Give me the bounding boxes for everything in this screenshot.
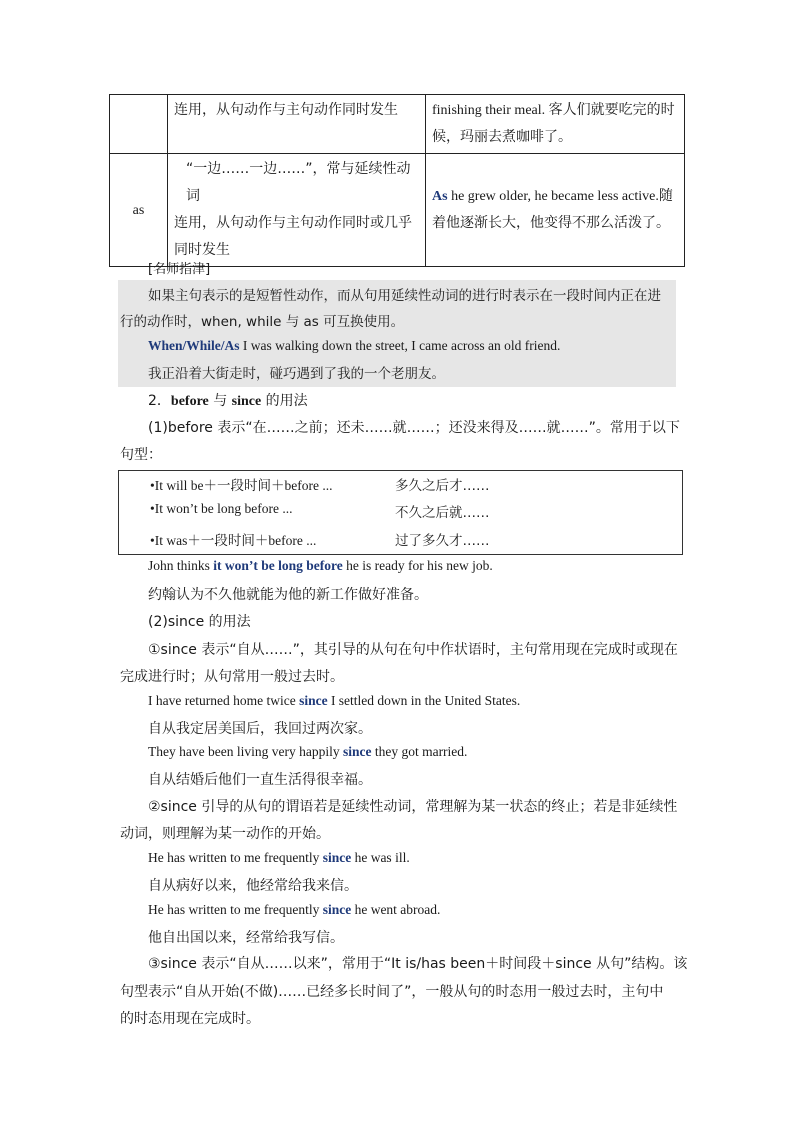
table-row bbox=[110, 154, 685, 267]
table-row bbox=[110, 95, 685, 154]
section-heading: 2．before 与 since 的用法 bbox=[148, 393, 308, 409]
table-cell-word bbox=[110, 95, 168, 154]
paragraph: 动词，则理解为某一动作的开始。 bbox=[120, 826, 330, 842]
table-cell-usage: “一边……一边……”，常与延续性动词 连用，从句动作与主句动作同时或几乎 同时发生 bbox=[168, 154, 426, 267]
keyword: When/While/As bbox=[148, 338, 240, 353]
subsection-title: (2)since 的用法 bbox=[148, 614, 251, 630]
keyword: since bbox=[342, 744, 372, 759]
example-sentence: He has written to me frequently since he was ill. bbox=[148, 850, 410, 865]
example-sentence: He has written to me frequently since he went abroad. bbox=[148, 902, 441, 917]
table-cell-example: finishing their meal. 客人们就要吃完的时 候，玛丽去煮咖啡了。 bbox=[426, 95, 685, 154]
pattern-en: •It will be＋一段时间＋before ... bbox=[150, 478, 333, 493]
example-translation: 他自出国以来，经常给我写信。 bbox=[148, 930, 344, 946]
pattern-en: •It was＋一段时间＋before ... bbox=[150, 533, 317, 548]
pattern-cn: 多久之后才…… bbox=[395, 478, 490, 494]
tip-example: When/While/As I was walking down the street, I came across an old friend. bbox=[148, 338, 561, 353]
tip-line-2: 行的动作时，when, while 与 as 可互换使用。 bbox=[120, 314, 405, 330]
example-translation: 自从结婚后他们一直生活得很幸福。 bbox=[148, 772, 372, 788]
keyword: since bbox=[299, 693, 328, 708]
keyword: since bbox=[322, 850, 352, 865]
keyword: since bbox=[322, 902, 352, 917]
pattern-cn: 不久之后就…… bbox=[395, 505, 490, 521]
tip-example-cn: 我正沿着大街走时，碰巧遇到了我的一个老朋友。 bbox=[148, 366, 445, 382]
paragraph: 句型： bbox=[120, 447, 162, 463]
usage-table bbox=[109, 94, 685, 267]
table-cell-example: As he grew older, he became less active.随 着他逐渐长大，他变得不那么活泼了。 bbox=[426, 154, 685, 267]
example-sentence: They have been living very happily since they got married. bbox=[148, 744, 468, 759]
paragraph: 句型表示“自从开始(不做)……已经多长时间了”，一般从句的时态用一般过去时，主句中 bbox=[120, 984, 664, 1000]
keyword: As bbox=[432, 189, 448, 204]
paragraph: ③since 表示“自从……以来”，常用于“It is/has been＋时间段＋since 从句”结构。该 bbox=[148, 956, 688, 972]
paragraph: ①since 表示“自从……”，其引导的从句在句中作状语时，主句常用现在完成时或现在 bbox=[148, 642, 678, 658]
example-translation: 自从我定居美国后，我回过两次家。 bbox=[148, 721, 372, 737]
pattern-en: •It won’t be long before ... bbox=[150, 501, 293, 516]
example-sentence: I have returned home twice since I settled down in the United States. bbox=[148, 693, 521, 708]
example-translation: 约翰认为不久他就能为他的新工作做好准备。 bbox=[148, 587, 428, 603]
example-translation: 自从病好以来，他经常给我来信。 bbox=[148, 878, 358, 894]
tip-label: [名师指津] bbox=[148, 262, 211, 277]
keyword: it won’t be long before bbox=[213, 558, 343, 573]
table-cell-usage: 连用，从句动作与主句动作同时发生 bbox=[168, 95, 426, 154]
paragraph: 完成进行时；从句常用一般过去时。 bbox=[120, 669, 344, 685]
example-sentence: John thinks it won’t be long before he is ready for his new job. bbox=[148, 558, 493, 573]
tip-line-1: 如果主句表示的是短暂性动作，而从句用延续性动词的进行时表示在一段时间内正在进 bbox=[148, 288, 661, 304]
paragraph: 的时态用现在完成时。 bbox=[120, 1011, 260, 1027]
table-cell-word: as bbox=[110, 154, 168, 267]
pattern-cn: 过了多久才…… bbox=[395, 533, 490, 549]
paragraph: (1)before 表示“在……之前；还未……就……；还没来得及……就……”。常用于以下 bbox=[148, 420, 680, 436]
paragraph: ②since 引导的从句的谓语若是延续性动词，常理解为某一状态的终止；若是非延续性 bbox=[148, 799, 678, 815]
